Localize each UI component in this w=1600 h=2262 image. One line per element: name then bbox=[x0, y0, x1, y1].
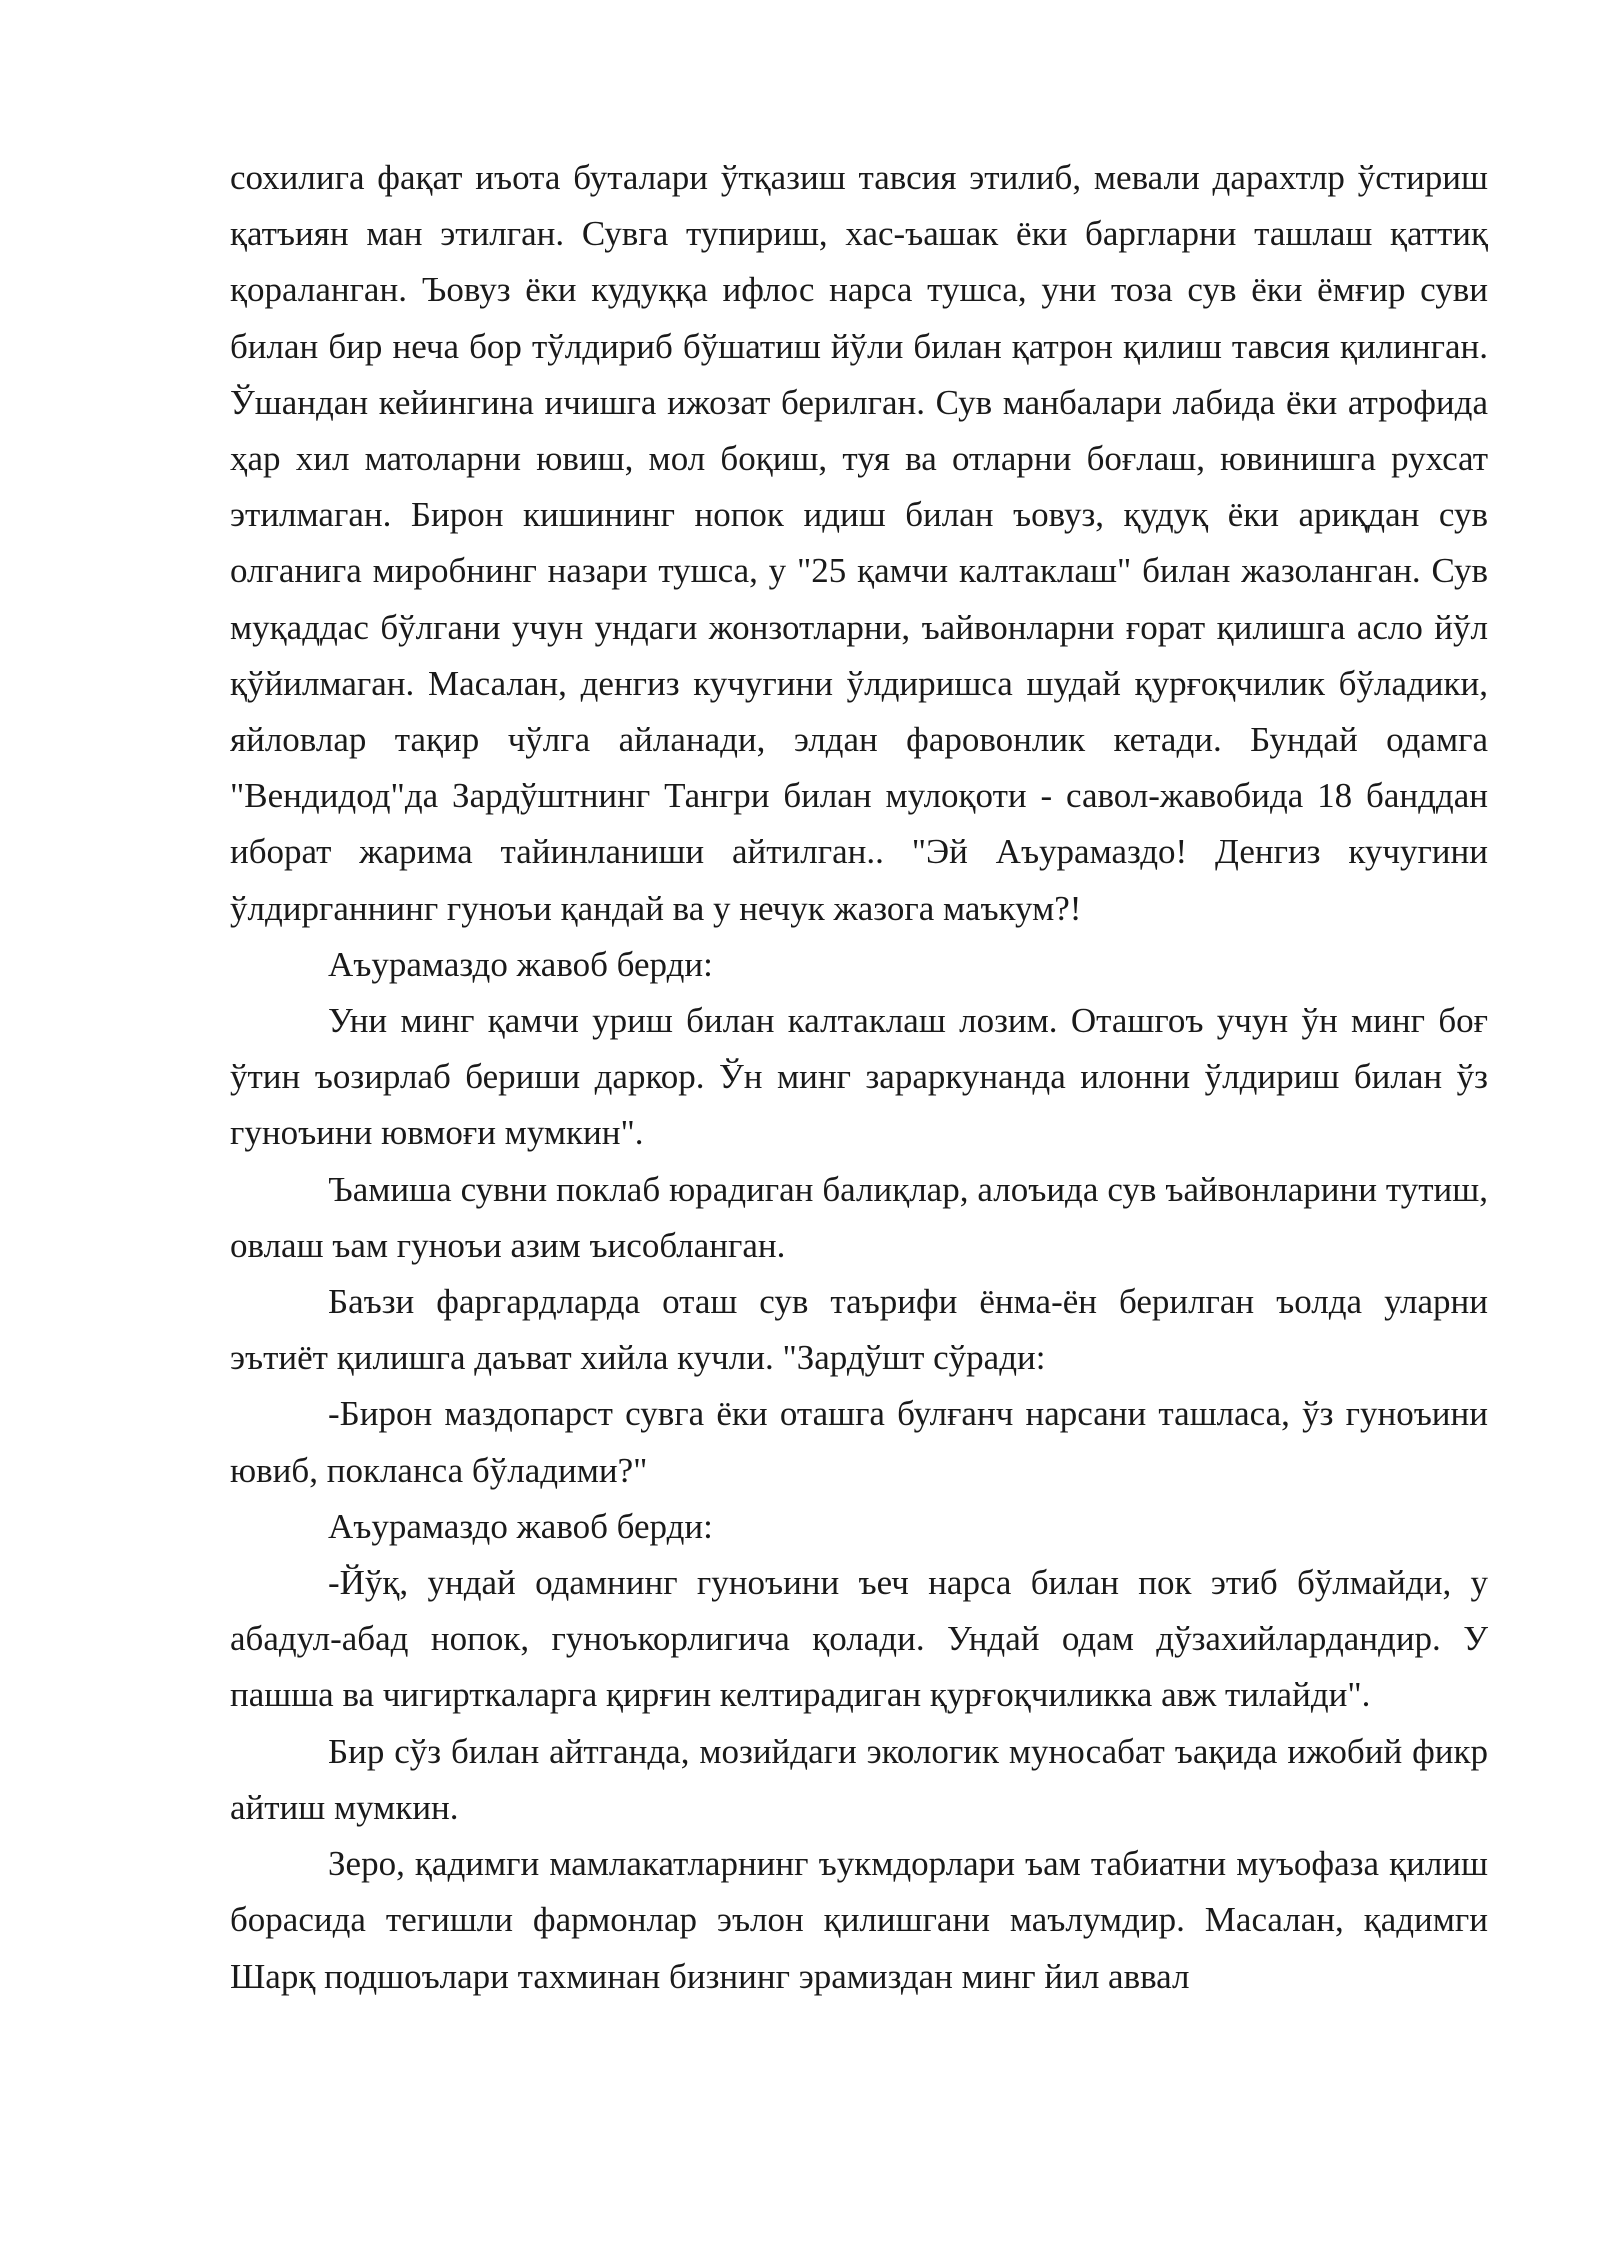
paragraph-rulers: Зеро, қадимги мамлакатларнинг ъукмдорлари ъам табиатни муъофаза қилиш борасида тегишли фармонлар эълон қилишгани маълумдир. Масалан, қадимги Шарқ подшоълари тахминан бизнинг эрамиздан минг йил аввал bbox=[230, 1844, 1488, 1996]
paragraph-ahuramazda-answer-1: Аъурамаздо жавоб берди: bbox=[328, 944, 713, 984]
paragraph-continuation: сохилига фақат иъота буталари ўтқазиш тавсия этилиб, мевали дарахтлр ўстириш қатъиян ман этилган. Сувга тупириш, хас-ъашак ёки баргларни ташлаш қаттиқ қораланган. Ъовуз ёки кудуққа ифлос нарса тушса, уни тоза сув ёки ёмғир суви билан бир неча бор тўлдириб бўшатиш йўли билан қатрон қилиш тавсия қилинган. Ўшандан кейингина ичишга ижозат берилган. Сув манбалари лабида ёки атрофида ҳар хил матоларни ювиш, мол боқиш, туя ва отларни боғлаш, ювинишга рухсат этилмаган. Бирон кишининг нопок идиш билан ъовуз, қудуқ ёки ариқдан сув олганига миробнинг назари тушса, у "25 қамчи калтаклаш" билан жазоланган. Сув муқаддас бўлгани учун ундаги жонзотларни, ъайвонларни ғорат қилишга асло йўл қўйилмаган. Масалан, денгиз кучугини ўлдиришса шудай қурғоқчилик бўладики, яйловлар тақир чўлга айланади, элдан фаровонлик кетади. Бундай одамга "Вендидод"да Зардўштнинг Тангри билан мулоқоти - савол-жавобида 18 банддан иборат жарима тайинланиши айтилган.. "Эй Аъурамаздо! Денгиз кучугини ўлдирганнинг гуноъи қандай ва у нечук жазога маъкум?! bbox=[230, 158, 1488, 928]
paragraph-fargards: Баъзи фаргардларда оташ сув таърифи ёнма-ён берилган ъолда уларни эътиёт қилишга даъват хийла кучли. "Зардўшт сўради: bbox=[230, 1282, 1488, 1378]
paragraph-fish: Ъамиша сувни поклаб юрадиган балиқлар, алоъида сув ъайвонларини тутиш, овлаш ъам гуноъи азим ъисобланган. bbox=[230, 1169, 1488, 1265]
paragraph-punishment: Уни минг қамчи уриш билан калтаклаш лозим. Оташгоъ учун ўн минг боғ ўтин ъозирлаб бериши даркор. Ўн минг зараркунанда илонни ўлдириш билан ўз гуноъини ювмоғи мумкин". bbox=[230, 1001, 1488, 1153]
paragraph-question: -Бирон маздопарст сувга ёки оташга булғанч нарсани ташласа, ўз гуноъини ювиб, покланса бўладими?" bbox=[230, 1394, 1488, 1490]
document-page bbox=[230, 150, 1488, 2005]
paragraph-summary: Бир сўз билан айтганда, мозийдаги экологик муносабат ъақида ижобий фикр айтиш мумкин. bbox=[230, 1731, 1488, 1827]
paragraph-ahuramazda-answer-2: Аъурамаздо жавоб берди: bbox=[328, 1506, 713, 1546]
paragraph-no-answer: -Йўқ, ундай одамнинг гуноъини ъеч нарса билан пок этиб бўлмайди, у абадул-абад нопок, гуноъкорлигича қолади. Ундай одам дўзахийлардандир. У пашша ва чигирткаларга қирғин келтирадиган қурғоқчиликка авж тилайди". bbox=[230, 1563, 1488, 1715]
